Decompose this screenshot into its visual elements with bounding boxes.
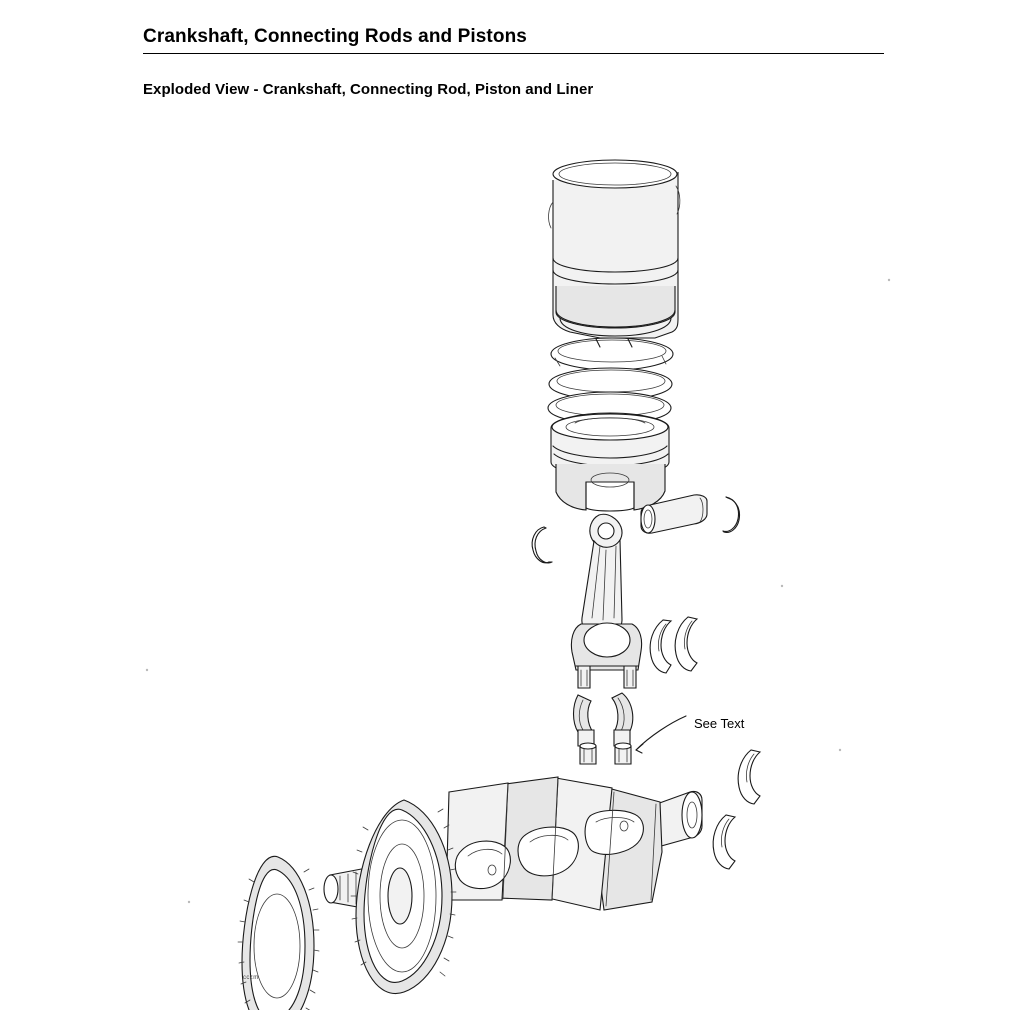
title-divider xyxy=(143,53,884,54)
circlip-right xyxy=(723,497,740,532)
see-text-leader-line xyxy=(636,716,686,753)
connecting-rod-bolts xyxy=(580,743,631,764)
big-end-bearing-shells xyxy=(650,617,697,673)
flywheel-ring-gear xyxy=(351,800,456,994)
connecting-rod-cap xyxy=(574,693,633,746)
circlip-left xyxy=(532,527,552,563)
section-title: Exploded View - Crankshaft, Connecting Rod, Piston and Liner xyxy=(143,81,594,98)
piston-rings xyxy=(548,338,673,424)
drive-plate xyxy=(238,856,319,1010)
see-text-callout: See Text xyxy=(694,716,745,731)
cylinder-liner xyxy=(549,160,680,338)
connecting-rod xyxy=(571,514,641,688)
main-bearing-shells xyxy=(713,750,760,869)
figure-code: cczm xyxy=(243,975,259,981)
exploded-view-figure xyxy=(0,110,1024,1010)
piston xyxy=(551,413,669,511)
page-title: Crankshaft, Connecting Rods and Pistons xyxy=(143,26,527,47)
